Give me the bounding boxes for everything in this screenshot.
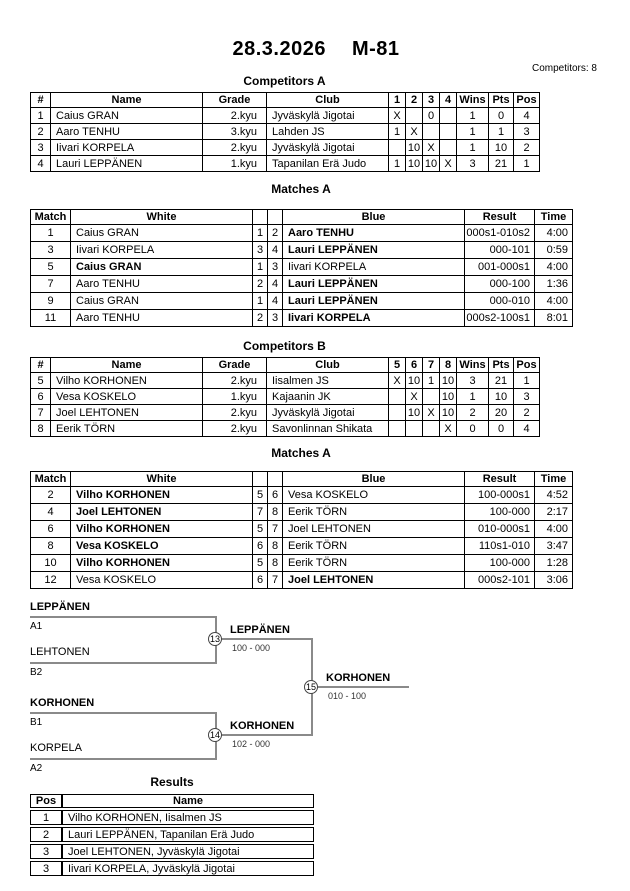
blue-competitor: Eerik TÖRN: [283, 504, 465, 521]
column-header: Blue: [283, 210, 465, 225]
match-row: [31, 555, 573, 572]
blue-competitor: Joel LEHTONEN: [283, 521, 465, 538]
column-header: [268, 472, 283, 487]
pool-result-cell: X: [406, 389, 423, 405]
white-competitor: Vilho KORHONEN: [71, 521, 253, 538]
column-header: [253, 210, 268, 225]
white-competitor-number: 1: [253, 293, 268, 310]
pool-b-body: [31, 373, 540, 437]
pool-result-cell: [423, 124, 440, 140]
pool-result-cell: X: [423, 140, 440, 156]
competitor-name: Eerik TÖRN: [51, 421, 203, 437]
column-header: Wins: [457, 358, 489, 373]
column-header: 7: [423, 358, 440, 373]
pool-result-cell: 10: [406, 373, 423, 389]
match-row: [31, 504, 573, 521]
competitor-club: Tapanilan Erä Judo: [267, 156, 389, 172]
matches-a-body: [31, 225, 573, 327]
column-header: 5: [389, 358, 406, 373]
white-competitor-number: 3: [253, 242, 268, 259]
match-number: 3: [31, 242, 71, 259]
column-header: White: [71, 472, 253, 487]
bracket-winner-line: [217, 638, 313, 640]
column-header: 1: [389, 93, 406, 108]
pool-result-cell: 1: [423, 373, 440, 389]
white-competitor: Aaro TENHU: [71, 276, 253, 293]
match-time: 0:59: [535, 242, 573, 259]
match-result: 000s2-100s1: [465, 310, 535, 327]
pool-result-cell: 10: [440, 373, 457, 389]
competitor-row: [31, 421, 540, 437]
blue-competitor-number: 4: [268, 276, 283, 293]
blue-competitor: Iivari KORPELA: [283, 310, 465, 327]
competitor-name: Joel LEHTONEN: [51, 405, 203, 421]
pool-result-cell: [440, 124, 457, 140]
match-row: [31, 538, 573, 555]
blue-competitor-number: 7: [268, 572, 283, 589]
competitor-points: 10: [489, 389, 514, 405]
competitor-wins: 1: [457, 124, 489, 140]
weight-category: M-81: [351, 38, 400, 60]
blue-competitor-number: 8: [268, 504, 283, 521]
white-competitor-number: 1: [253, 259, 268, 276]
competitor-club: Lahden JS: [267, 124, 389, 140]
pool-a-table: [30, 92, 540, 172]
matches-a-title: Matches A: [271, 182, 331, 196]
competitor-position: 3: [514, 124, 540, 140]
bracket-entry-line: [30, 758, 217, 760]
match-row: [31, 293, 573, 310]
competitor-points: 21: [489, 373, 514, 389]
result-position: 1: [30, 810, 62, 825]
result-competitor: Iivari KORPELA, Jyväskylä Jigotai: [62, 861, 314, 876]
competitor-row: [31, 389, 540, 405]
competitor-points: 10: [489, 140, 514, 156]
column-header: Blue: [283, 472, 465, 487]
blue-competitor-number: 3: [268, 259, 283, 276]
column-header: Name: [51, 358, 203, 373]
bracket-winner-name: KORHONEN: [230, 720, 295, 732]
pool-result-cell: [389, 405, 406, 421]
white-competitor: Iivari KORPELA: [71, 242, 253, 259]
pool-result-cell: 10: [406, 140, 423, 156]
column-header: [268, 210, 283, 225]
column-header: Name: [51, 93, 203, 108]
column-header: #: [31, 358, 51, 373]
competitor-wins: 3: [457, 373, 489, 389]
white-competitor: Caius GRAN: [71, 293, 253, 310]
match-number-badge: 15: [305, 682, 316, 692]
pool-result-cell: [423, 389, 440, 405]
competitor-number: 5: [31, 373, 51, 389]
match-number: 11: [31, 310, 71, 327]
competitor-name: Vilho KORHONEN: [51, 373, 203, 389]
bracket-entry-name: KORHONEN: [30, 697, 95, 709]
match-result: 000-100: [465, 276, 535, 293]
column-header: Grade: [203, 358, 267, 373]
match-number: 1: [31, 225, 71, 242]
blue-competitor: Eerik TÖRN: [283, 538, 465, 555]
result-competitor: Joel LEHTONEN, Jyväskylä Jigotai: [62, 844, 314, 859]
column-header: White: [71, 210, 253, 225]
bracket-winner-name: KORHONEN: [326, 672, 391, 684]
pool-result-cell: [406, 108, 423, 124]
match-row: [31, 242, 573, 259]
white-competitor-number: 2: [253, 310, 268, 327]
pool-result-cell: [406, 421, 423, 437]
white-competitor-number: 7: [253, 504, 268, 521]
matches-a-table: [30, 209, 573, 327]
match-result: 000-010: [465, 293, 535, 310]
pool-b-header-row: [31, 358, 540, 373]
blue-competitor-number: 3: [268, 310, 283, 327]
result-position: 3: [30, 844, 62, 859]
result-position: 3: [30, 861, 62, 876]
match-result: 110s1-010: [465, 538, 535, 555]
competitor-grade: 2.kyu: [203, 373, 267, 389]
competitor-wins: 0: [457, 421, 489, 437]
column-header: 3: [423, 93, 440, 108]
match-row: [31, 487, 573, 504]
matches-b-header-row: [31, 472, 573, 487]
competitor-row: [31, 373, 540, 389]
results-table: [30, 792, 314, 878]
match-result: 100-000: [465, 555, 535, 572]
result-row: [30, 827, 314, 842]
match-number-badge: 14: [209, 730, 220, 740]
match-row: [31, 276, 573, 293]
column-header: Time: [535, 472, 573, 487]
match-result: 010-000s1: [465, 521, 535, 538]
blue-competitor: Eerik TÖRN: [283, 555, 465, 572]
competitor-number: 4: [31, 156, 51, 172]
competitor-points: 0: [489, 108, 514, 124]
competitor-name: Caius GRAN: [51, 108, 203, 124]
competitor-grade: 2.kyu: [203, 421, 267, 437]
white-competitor: Caius GRAN: [71, 259, 253, 276]
competitor-position: 2: [514, 405, 540, 421]
competitor-points: 0: [489, 421, 514, 437]
match-row: [31, 310, 573, 327]
match-time: 4:00: [535, 521, 573, 538]
competitor-club: Jyväskylä Jigotai: [267, 108, 389, 124]
white-competitor: Vilho KORHONEN: [71, 487, 253, 504]
match-row: [31, 225, 573, 242]
match-number: 6: [31, 521, 71, 538]
white-competitor-number: 6: [253, 572, 268, 589]
pool-result-cell: 1: [389, 124, 406, 140]
competitor-number: 8: [31, 421, 51, 437]
bracket-winner-line: [217, 734, 313, 736]
match-result: 100-000: [465, 504, 535, 521]
blue-competitor-number: 4: [268, 242, 283, 259]
competitor-wins: 1: [457, 108, 489, 124]
blue-competitor: Vesa KOSKELO: [283, 487, 465, 504]
competitor-grade: 1.kyu: [203, 389, 267, 405]
column-header: Club: [267, 93, 389, 108]
pool-result-cell: X: [440, 421, 457, 437]
blue-competitor: Lauri LEPPÄNEN: [283, 276, 465, 293]
bracket-seed-label: B2: [30, 667, 43, 678]
elimination-bracket: [30, 601, 600, 773]
match-row: [31, 572, 573, 589]
match-time: 4:52: [535, 487, 573, 504]
pool-result-cell: 1: [389, 156, 406, 172]
event-date: 28.3.2026: [232, 38, 326, 60]
pool-b-table: [30, 357, 540, 437]
column-header: Club: [267, 358, 389, 373]
bracket-winner-line: [313, 686, 409, 688]
bracket-entry-name: LEHTONEN: [30, 646, 90, 658]
pool-result-cell: 10: [440, 405, 457, 421]
results-body: [30, 810, 314, 876]
column-header: Time: [535, 210, 573, 225]
bracket-winner-score: 102 - 000: [232, 739, 271, 749]
competitor-position: 1: [514, 373, 540, 389]
pool-a-body: [31, 108, 540, 172]
blue-competitor-number: 8: [268, 555, 283, 572]
column-header: #: [31, 93, 51, 108]
column-header: Result: [465, 472, 535, 487]
pool-result-cell: 10: [406, 405, 423, 421]
competitor-number: 7: [31, 405, 51, 421]
competitor-name: Aaro TENHU: [51, 124, 203, 140]
result-competitor: Lauri LEPPÄNEN, Tapanilan Erä Judo: [62, 827, 314, 842]
pool-result-cell: [389, 421, 406, 437]
column-header: Pts: [489, 358, 514, 373]
competitor-position: 4: [514, 421, 540, 437]
pool-result-cell: [389, 389, 406, 405]
bracket-seed-label: A2: [30, 763, 43, 774]
bracket-winner-score: 010 - 100: [328, 691, 367, 701]
column-header: Match: [31, 210, 71, 225]
white-competitor: Aaro TENHU: [71, 310, 253, 327]
match-number: 9: [31, 293, 71, 310]
bracket-seed-label: A1: [30, 621, 43, 632]
competitor-number: 3: [31, 140, 51, 156]
competitor-number: 1: [31, 108, 51, 124]
pool-result-cell: X: [423, 405, 440, 421]
competitor-number: 2: [31, 124, 51, 140]
pool-a-header-row: [31, 93, 540, 108]
match-time: 1:28: [535, 555, 573, 572]
blue-competitor: Lauri LEPPÄNEN: [283, 293, 465, 310]
blue-competitor: Aaro TENHU: [283, 225, 465, 242]
pool-result-cell: X: [389, 108, 406, 124]
white-competitor-number: 5: [253, 555, 268, 572]
match-time: 3:06: [535, 572, 573, 589]
result-row: [30, 810, 314, 825]
blue-competitor-number: 8: [268, 538, 283, 555]
competitors-count: Competitors: 8: [531, 63, 597, 74]
pool-result-cell: 10: [406, 156, 423, 172]
column-header: Wins: [457, 93, 489, 108]
match-number-badge: 13: [209, 634, 220, 644]
results-header-row: [30, 794, 314, 808]
matches-b-table: [30, 471, 573, 589]
blue-competitor-number: 7: [268, 521, 283, 538]
match-number: 4: [31, 504, 71, 521]
white-competitor-number: 5: [253, 521, 268, 538]
match-number: 8: [31, 538, 71, 555]
column-header: 6: [406, 358, 423, 373]
pool-result-cell: [440, 140, 457, 156]
match-time: 3:47: [535, 538, 573, 555]
competitor-row: [31, 108, 540, 124]
matches-b-body: [31, 487, 573, 589]
pool-a-title: Competitors A: [243, 74, 326, 88]
bracket-entry-name: LEPPÄNEN: [30, 601, 90, 613]
pool-result-cell: [389, 140, 406, 156]
blue-competitor-number: 2: [268, 225, 283, 242]
white-competitor: Vesa KOSKELO: [71, 572, 253, 589]
match-time: 4:00: [535, 293, 573, 310]
bracket-winner-name: LEPPÄNEN: [230, 624, 290, 636]
competitor-club: Iisalmen JS: [267, 373, 389, 389]
pool-result-cell: X: [406, 124, 423, 140]
match-time: 1:36: [535, 276, 573, 293]
matches-b-title: Matches A: [271, 446, 331, 460]
white-competitor: Caius GRAN: [71, 225, 253, 242]
competitor-club: Jyväskylä Jigotai: [267, 140, 389, 156]
white-competitor-number: 6: [253, 538, 268, 555]
match-time: 4:00: [535, 259, 573, 276]
competitor-grade: 1.kyu: [203, 156, 267, 172]
pool-b-title: Competitors B: [243, 339, 326, 353]
result-competitor: Vilho KORHONEN, Iisalmen JS: [62, 810, 314, 825]
column-header: Grade: [203, 93, 267, 108]
match-result: 000-101: [465, 242, 535, 259]
page-title: [30, 38, 602, 61]
competitor-wins: 1: [457, 140, 489, 156]
competitor-row: [31, 124, 540, 140]
match-number: 5: [31, 259, 71, 276]
competitor-wins: 2: [457, 405, 489, 421]
pool-result-cell: [423, 421, 440, 437]
match-number: 2: [31, 487, 71, 504]
competitor-grade: 2.kyu: [203, 108, 267, 124]
pool-result-cell: 10: [423, 156, 440, 172]
competitor-grade: 2.kyu: [203, 140, 267, 156]
competitor-club: Savonlinnan Shikata: [267, 421, 389, 437]
match-time: 2:17: [535, 504, 573, 521]
competitor-wins: 1: [457, 389, 489, 405]
pool-result-cell: X: [440, 156, 457, 172]
white-competitor: Vilho KORHONEN: [71, 555, 253, 572]
column-header: 8: [440, 358, 457, 373]
column-header: Match: [31, 472, 71, 487]
competitor-position: 1: [514, 156, 540, 172]
matches-a-header-row: [31, 210, 573, 225]
match-row: [31, 521, 573, 538]
competitor-row: [31, 140, 540, 156]
bracket-seed-label: B1: [30, 717, 43, 728]
match-number: 7: [31, 276, 71, 293]
column-header: [253, 472, 268, 487]
blue-competitor-number: 6: [268, 487, 283, 504]
bracket-entry-line: [30, 662, 217, 664]
competitor-points: 21: [489, 156, 514, 172]
match-number: 12: [31, 572, 71, 589]
competitor-position: 3: [514, 389, 540, 405]
pool-result-cell: 0: [423, 108, 440, 124]
competitor-club: Jyväskylä Jigotai: [267, 405, 389, 421]
match-row: [31, 259, 573, 276]
match-time: 8:01: [535, 310, 573, 327]
bracket-entry-line: [30, 616, 217, 618]
white-competitor: Joel LEHTONEN: [71, 504, 253, 521]
white-competitor-number: 5: [253, 487, 268, 504]
competitor-name: Lauri LEPPÄNEN: [51, 156, 203, 172]
column-header: Pos: [514, 358, 540, 373]
blue-competitor-number: 4: [268, 293, 283, 310]
pool-result-cell: [440, 108, 457, 124]
match-number: 10: [31, 555, 71, 572]
competitor-row: [31, 156, 540, 172]
result-row: [30, 844, 314, 859]
competitor-grade: 3.kyu: [203, 124, 267, 140]
column-header: 2: [406, 93, 423, 108]
competitor-club: Kajaanin JK: [267, 389, 389, 405]
column-header: 4: [440, 93, 457, 108]
white-competitor: Vesa KOSKELO: [71, 538, 253, 555]
bracket-entry-line: [30, 712, 217, 714]
bracket-entry-name: KORPELA: [30, 742, 82, 754]
competitor-name: Iivari KORPELA: [51, 140, 203, 156]
pool-result-cell: X: [389, 373, 406, 389]
competitor-points: 20: [489, 405, 514, 421]
column-header: Result: [465, 210, 535, 225]
column-header: Pts: [489, 93, 514, 108]
blue-competitor: Lauri LEPPÄNEN: [283, 242, 465, 259]
match-result: 000s1-010s2: [465, 225, 535, 242]
column-header: Name: [62, 794, 314, 808]
pool-result-cell: 10: [440, 389, 457, 405]
competitor-number: 6: [31, 389, 51, 405]
result-position: 2: [30, 827, 62, 842]
column-header: Pos: [514, 93, 540, 108]
competitor-position: 2: [514, 140, 540, 156]
blue-competitor: Joel LEHTONEN: [283, 572, 465, 589]
blue-competitor: Iivari KORPELA: [283, 259, 465, 276]
competitor-grade: 2.kyu: [203, 405, 267, 421]
competitor-row: [31, 405, 540, 421]
competitor-position: 4: [514, 108, 540, 124]
competitor-points: 1: [489, 124, 514, 140]
white-competitor-number: 2: [253, 276, 268, 293]
competitor-name: Vesa KOSKELO: [51, 389, 203, 405]
competitor-wins: 3: [457, 156, 489, 172]
match-result: 000s2-101: [465, 572, 535, 589]
match-time: 4:00: [535, 225, 573, 242]
results-title: Results: [150, 775, 194, 789]
result-row: [30, 861, 314, 876]
column-header: Pos: [30, 794, 62, 808]
match-result: 100-000s1: [465, 487, 535, 504]
white-competitor-number: 1: [253, 225, 268, 242]
match-result: 001-000s1: [465, 259, 535, 276]
bracket-winner-score: 100 - 000: [232, 643, 271, 653]
